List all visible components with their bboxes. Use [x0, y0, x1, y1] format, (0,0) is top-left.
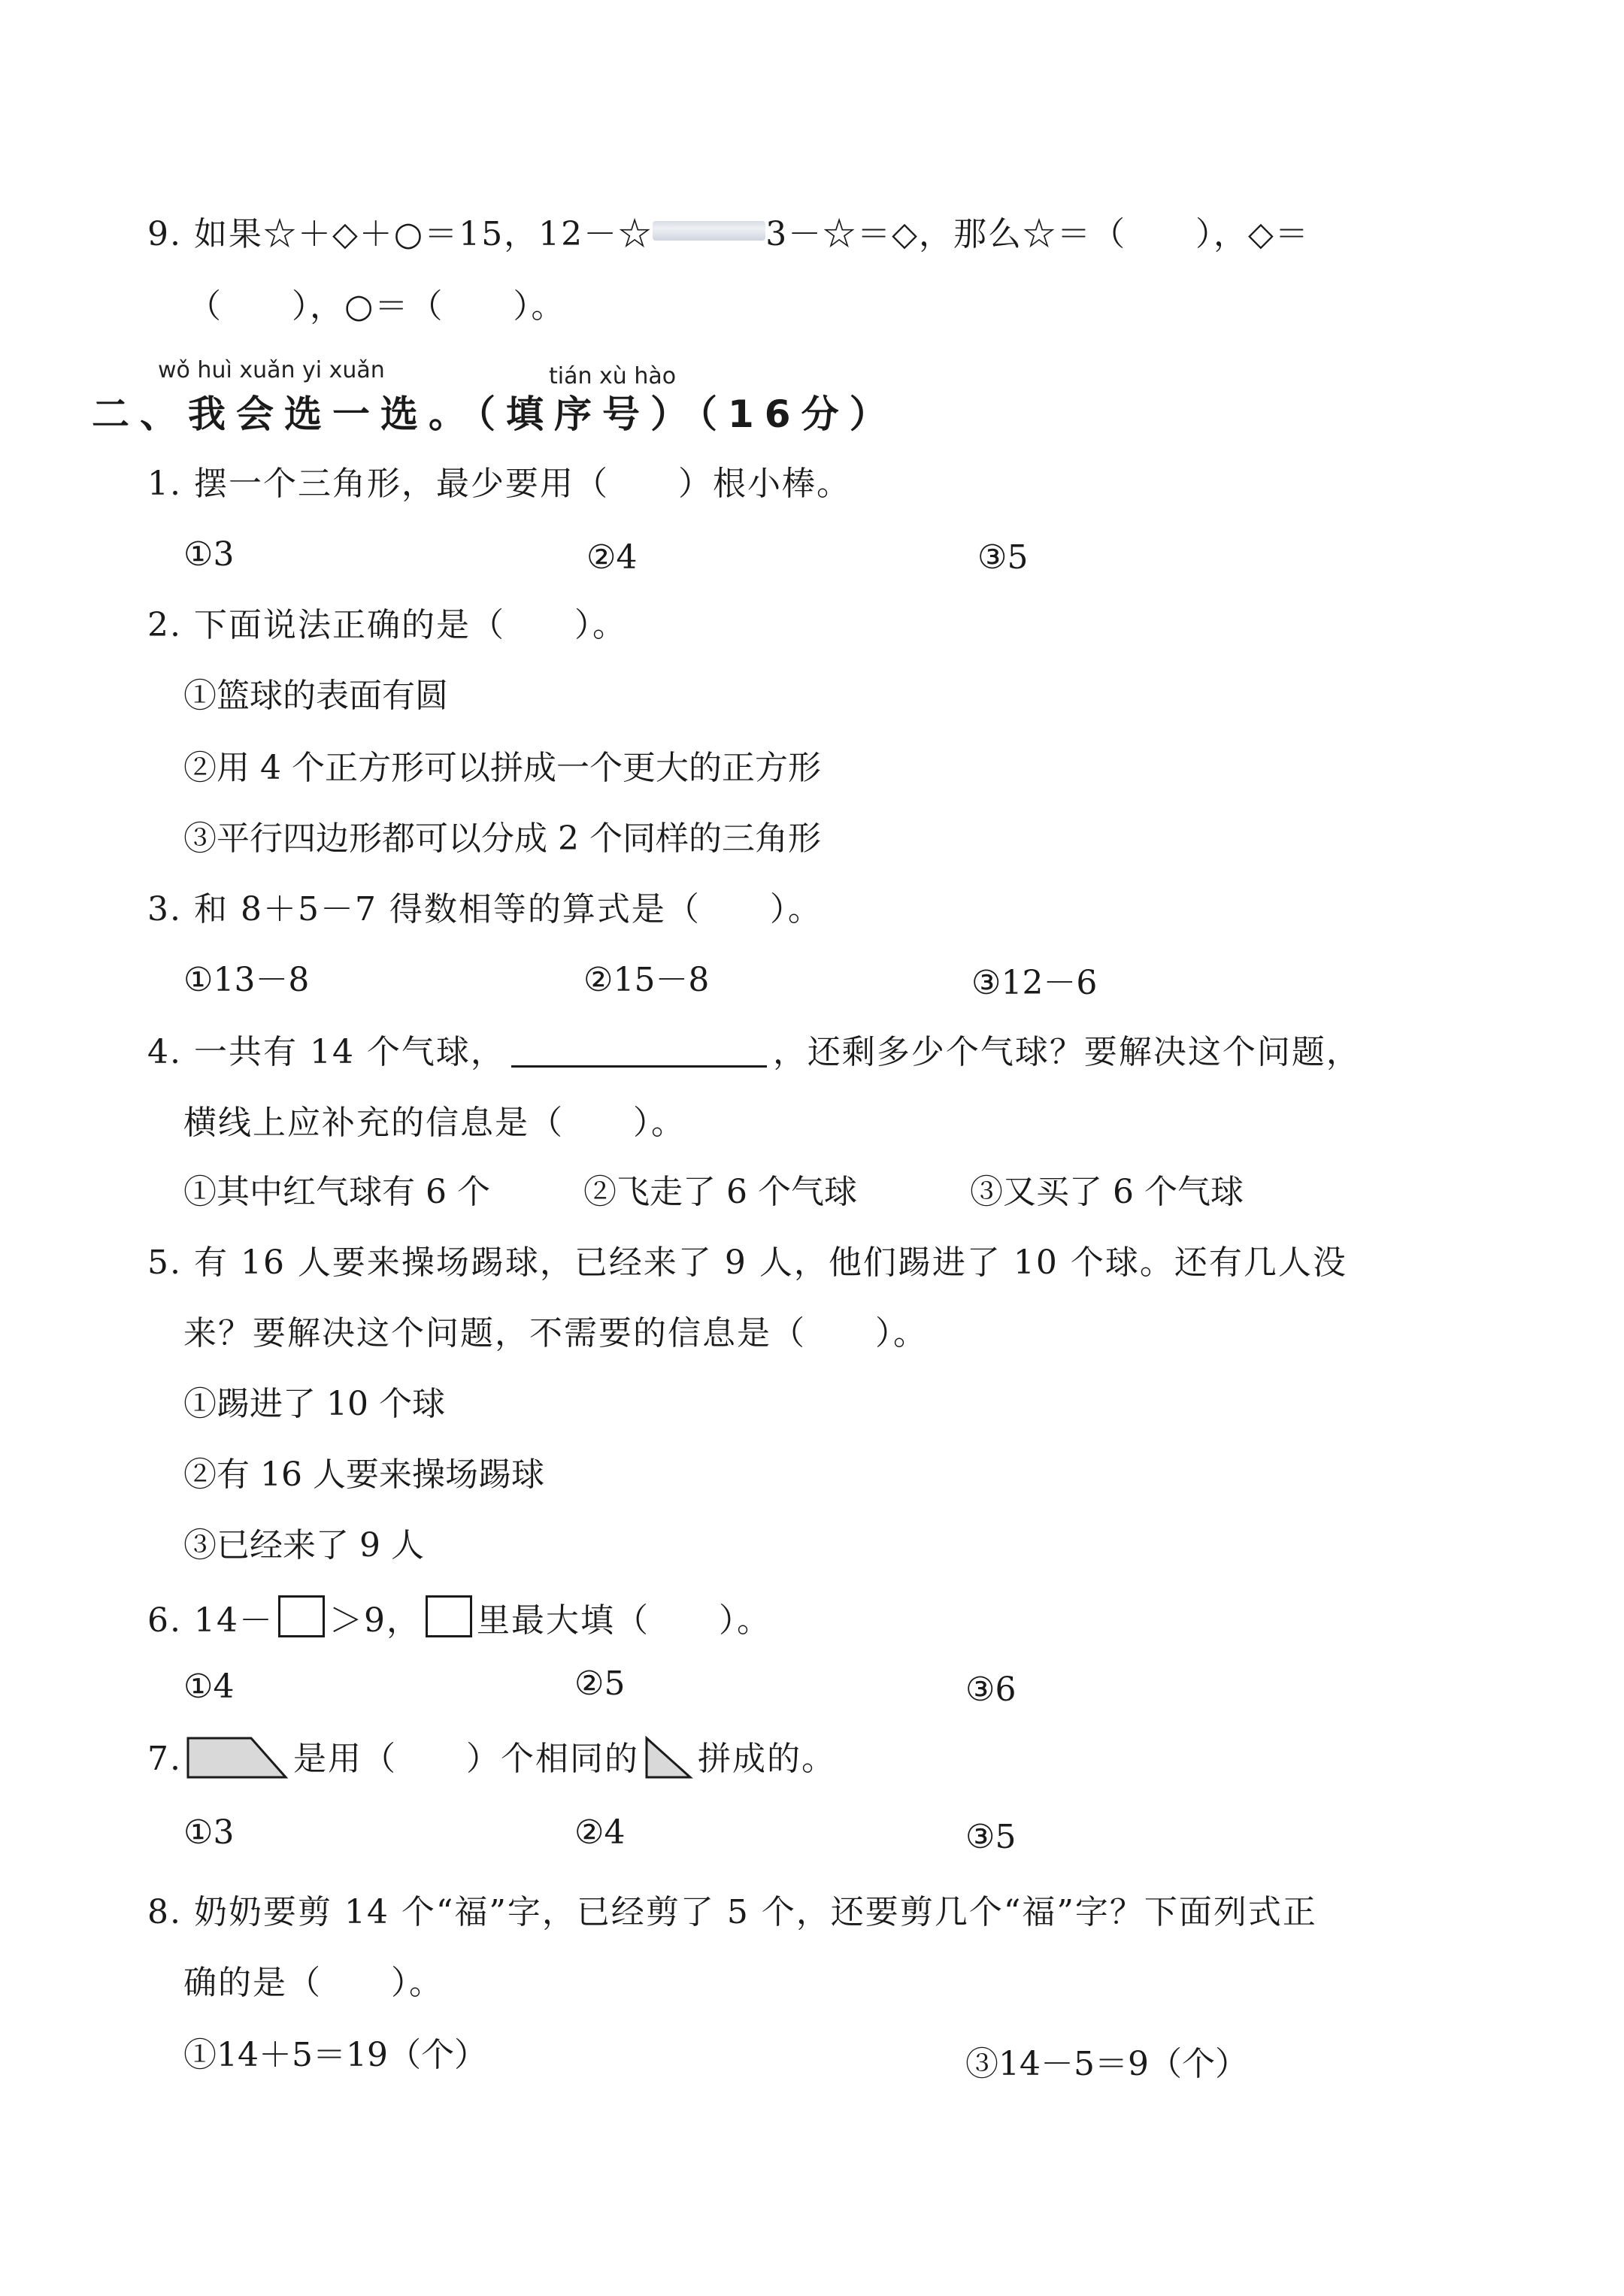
q3-option-3: ③12－6	[971, 964, 1098, 1002]
q2-option-1: ①篮球的表面有圆	[183, 677, 448, 715]
q3-option-2: ②15－8	[583, 961, 710, 999]
q7-option-2: ②4	[574, 1813, 626, 1852]
q6-option-3: ③6	[965, 1671, 1017, 1709]
answer-box-icon	[426, 1595, 472, 1637]
answer-box-icon	[278, 1595, 325, 1637]
smudge-mark	[653, 221, 765, 241]
q1-option-2: ②4	[586, 538, 638, 577]
q8-stem-line2: 确的是（ ）。	[183, 1964, 444, 2002]
q4-stem-line2: 横线上应补充的信息是（ ）。	[183, 1104, 686, 1142]
q4-option-3: ③又买了 6 个气球	[970, 1173, 1244, 1211]
q5-stem-line1: 5. 有 16 人要来操场踢球，已经来了 9 人，他们踢进了 10 个球。还有几人没	[147, 1243, 1347, 1282]
q1-option-1: ①3	[183, 535, 235, 574]
heading-pinyin-1: wǒ huì xuǎn yi xuǎn	[158, 357, 385, 383]
q5-option-1: ①踢进了 10 个球	[183, 1385, 445, 1423]
triangle-shape-icon	[642, 1735, 695, 1780]
q2-option-2: ②用 4 个正方形可以拼成一个更大的正方形	[183, 749, 821, 787]
q1-option-3: ③5	[977, 538, 1029, 577]
q8-option-1: ①14＋5＝19（个）	[183, 2036, 487, 2074]
q2-option-3: ③平行四边形都可以分成 2 个同样的三角形	[183, 819, 821, 858]
q8-option-3: ③14－5＝9（个）	[965, 2045, 1248, 2083]
q7-option-1: ①3	[183, 1813, 235, 1852]
q7-stem: 7. 是用（ ）个相同的 拼成的。	[147, 1735, 836, 1782]
q4-option-2: ②飞走了 6 个气球	[583, 1173, 857, 1211]
q3-option-1: ①13－8	[183, 961, 310, 999]
q2-stem: 2. 下面说法正确的是（ ）。	[147, 606, 627, 644]
q5-option-3: ③已经来了 9 人	[183, 1526, 424, 1564]
section-heading: 二、我会选一选。（填序号）（16分）	[92, 392, 898, 436]
q5-stem-line2: 来？要解决这个问题，不需要的信息是（ ）。	[183, 1314, 928, 1352]
q3-stem: 3. 和 8＋5－7 得数相等的算式是（ ）。	[147, 890, 823, 928]
q4-option-1: ①其中红气球有 6 个	[183, 1173, 490, 1211]
q5-option-2: ②有 16 人要来操场踢球	[183, 1455, 544, 1494]
q8-stem-line1: 8. 奶奶要剪 14 个“福”字，已经剪了 5 个，还要剪几个“福”字？下面列式正	[147, 1893, 1317, 1931]
heading-pinyin-2: tián xù hào	[549, 363, 677, 389]
q9-line2: （ ），○＝（ ）。	[188, 287, 566, 326]
q4-stem-line1: 4. 一共有 14 个气球， ，还剩多少个气球？要解决这个问题，	[147, 1033, 1361, 1071]
q1-stem: 1. 摆一个三角形，最少要用（ ）根小棒。	[147, 465, 851, 503]
q6-stem: 6. 14－ ＞9， 里最大填（ ）。	[147, 1595, 771, 1643]
trapezoid-shape-icon	[185, 1735, 290, 1780]
q6-option-1: ①4	[183, 1667, 235, 1706]
q6-option-2: ②5	[574, 1664, 626, 1703]
q9-line1: 9. 如果☆＋◇＋○＝15，12－☆ 3－☆＝◇，那么☆＝（ ），◇＝	[147, 215, 1310, 253]
q7-option-3: ③5	[965, 1818, 1017, 1856]
fill-in-blank-line	[511, 1032, 767, 1068]
